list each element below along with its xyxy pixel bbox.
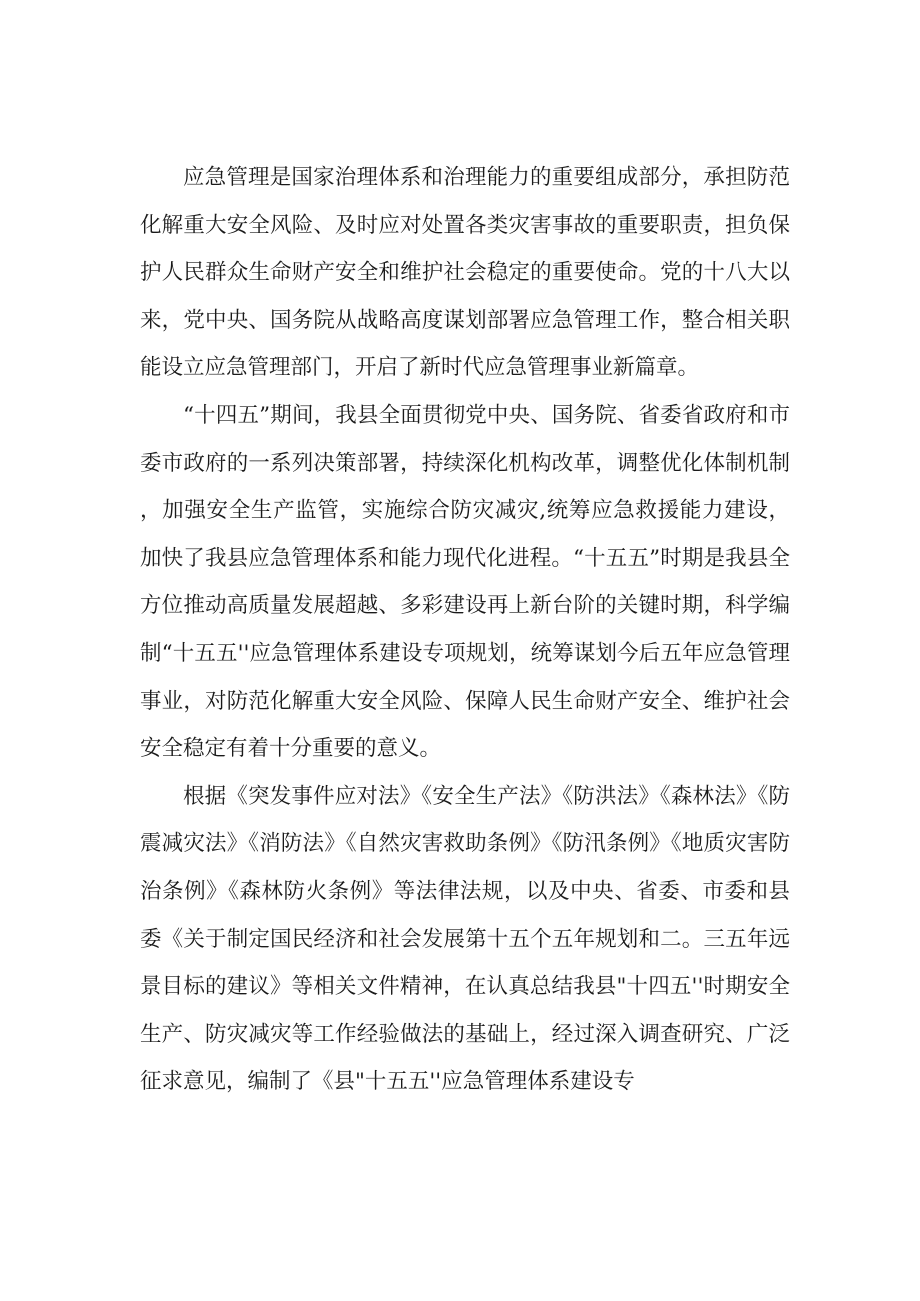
document-body [140,154,790,1106]
paragraph-intro: 应急管理是国家治理体系和治理能力的重要组成部分，承担防范化解重大安全风险、及时应对处置各类灾害事故的重要职责，担负保护人民群众生命财产安全和维护社会稳定的重要使命。党的十八大以来，党中央、国务院从战略高度谋划部署应急管理工作，整合相关职能设立应急管理部门，开启了新时代应急管理事业新篇章。 [140,165,790,381]
paragraph-fourteenth-plan: “十四五”期间，我县全面贯彻党中央、国务院、省委省政府和市委市政府的一系列决策部署，持续深化机构改革，调整优化体制机制，加强安全生产监管，实施综合防灾减灾,统筹应急救援能力建设，加快了我县应急管理体系和能力现代化进程。“十五五”时期是我县全方位推动高质量发展超越、多彩建设再上新台阶的关键时期，科学编制“十五五''应急管理体系建设专项规划，统筹谋划今后五年应急管理事业，对防范化解重大安全风险、保障人民生命财产安全、维护社会安全稳定有着十分重要的意义。 [140,402,790,762]
paragraph-legal-basis: 根据《突发事件应对法》《安全生产法》《防洪法》《森林法》《防震减灾法》《消防法》《自然灾害救助条例》《防汛条例》《地质灾害防治条例》《森林防火条例》等法律法规，以及中央、省委、市委和县委《关于制定国民经济和社会发展第十五个五年规划和二。三五年远景目标的建议》等相关文件精神，在认真总结我县"十四五''时期安全生产、防灾减灾等工作经验做法的基础上，经过深入调查研究、广泛征求意见，编制了《县"十五五''应急管理体系建设专 [140,783,790,1095]
